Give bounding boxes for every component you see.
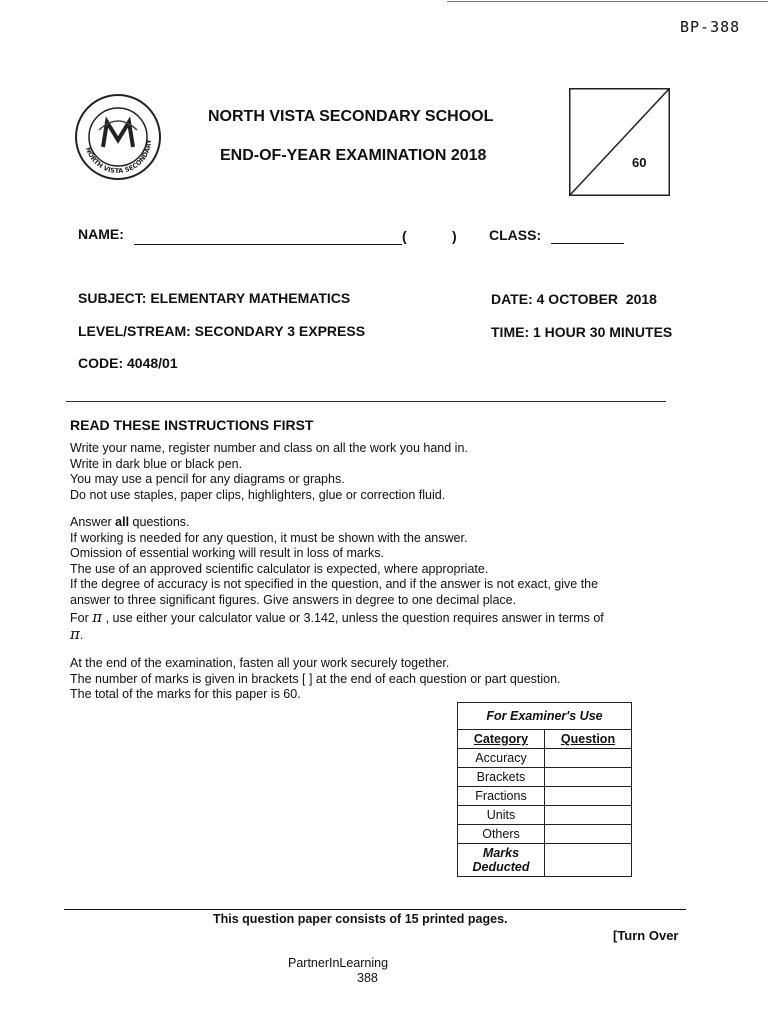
examiner-table-title: For Examiner's Use: [458, 703, 632, 730]
question-cell[interactable]: [545, 749, 632, 768]
date: DATE: 4 OCTOBER 2018: [491, 291, 657, 307]
footer-divider: [64, 909, 686, 910]
pi-symbol: π: [70, 624, 80, 643]
category-cell: Fractions: [458, 787, 545, 806]
partner-in-learning: PartnerInLearning: [288, 956, 389, 970]
instruction-line: Do not use staples, paper clips, highlighters, glue or correction fluid.: [70, 487, 446, 502]
instruction-line: The total of the marks for this paper is 60.: [70, 687, 301, 701]
name-underline[interactable]: [134, 244, 402, 245]
answer-all-emphasis: all: [115, 515, 130, 529]
instruction-line: At the end of the examination, fasten all your work securely together.: [70, 656, 450, 670]
turn-over: [Turn Over: [613, 928, 679, 943]
pages-note: This question paper consists of 15 printed pages.: [213, 912, 508, 926]
instructions-block-1: [70, 441, 690, 503]
pi-line-end: π.: [70, 624, 84, 643]
exam-title: END-OF-YEAR EXAMINATION 2018: [220, 147, 487, 164]
register-paren-close: ): [452, 228, 457, 244]
instruction-line: If working is needed for any question, it must be shown with the answer.: [70, 530, 468, 545]
instruction-line: The number of marks is given in brackets [ ] at the end of each question or part question.: [70, 671, 561, 686]
instruction-line: answer to three significant figures. Give answers in degree to one decimal place.: [70, 592, 517, 607]
answer-all-line: Answer all questions.: [70, 515, 190, 529]
level-stream: LEVEL/STREAM: SECONDARY 3 EXPRESS: [78, 323, 366, 339]
corner-code: BP-388: [680, 18, 741, 36]
instruction-line: Write in dark blue or black pen.: [70, 456, 243, 471]
instructions-block-3: [70, 656, 690, 703]
category-cell: Brackets: [458, 768, 545, 787]
register-paren-open: (: [402, 228, 407, 244]
section-divider: [66, 401, 666, 402]
top-rule: [447, 1, 768, 2]
col-question: Question: [545, 730, 632, 749]
school-name: NORTH VISTA SECONDARY SCHOOL: [208, 108, 494, 125]
category-cell: Accuracy: [458, 749, 545, 768]
category-cell: Others: [458, 825, 545, 844]
category-cell: Units: [458, 806, 545, 825]
question-cell[interactable]: [545, 768, 632, 787]
instructions-block-2: [70, 515, 710, 643]
instruction-line: If the degree of accuracy is not specified in the question, and if the answer is not exact, give the: [70, 577, 599, 591]
instructions-heading: READ THESE INSTRUCTIONS FIRST: [70, 417, 314, 433]
instruction-line: The use of an approved scientific calculator is expected, where appropriate.: [70, 561, 489, 576]
question-cell[interactable]: [545, 844, 632, 877]
question-cell[interactable]: [545, 787, 632, 806]
time: TIME: 1 HOUR 30 MINUTES: [491, 324, 673, 340]
pi-line: For π , use either your calculator value or 3.142, unless the question requires answer in terms of: [70, 608, 604, 626]
instruction-line: You may use a pencil for any diagrams or graphs.: [70, 472, 345, 486]
question-cell[interactable]: [545, 825, 632, 844]
school-logo: [73, 92, 163, 182]
paper-code: CODE: 4048/01: [78, 355, 178, 371]
marks-deducted-cell: Marks Deducted: [458, 844, 545, 877]
instruction-line: Omission of essential working will result in loss of marks.: [70, 546, 384, 560]
question-cell[interactable]: [545, 806, 632, 825]
score-total: 60: [632, 155, 647, 170]
instruction-line: Write your name, register number and class on all the work you hand in.: [70, 441, 468, 455]
examiner-table: [457, 702, 632, 877]
subject: SUBJECT: ELEMENTARY MATHEMATICS: [78, 290, 351, 306]
class-underline[interactable]: [551, 243, 624, 244]
page-number: 388: [357, 971, 378, 985]
class-label: CLASS:: [489, 227, 542, 243]
pi-symbol: π: [92, 608, 103, 626]
name-label: NAME:: [78, 226, 124, 242]
logo-text: NORTH VISTA SECONDARY: [84, 138, 154, 176]
col-category: Category: [458, 730, 545, 749]
score-box: [569, 88, 670, 196]
